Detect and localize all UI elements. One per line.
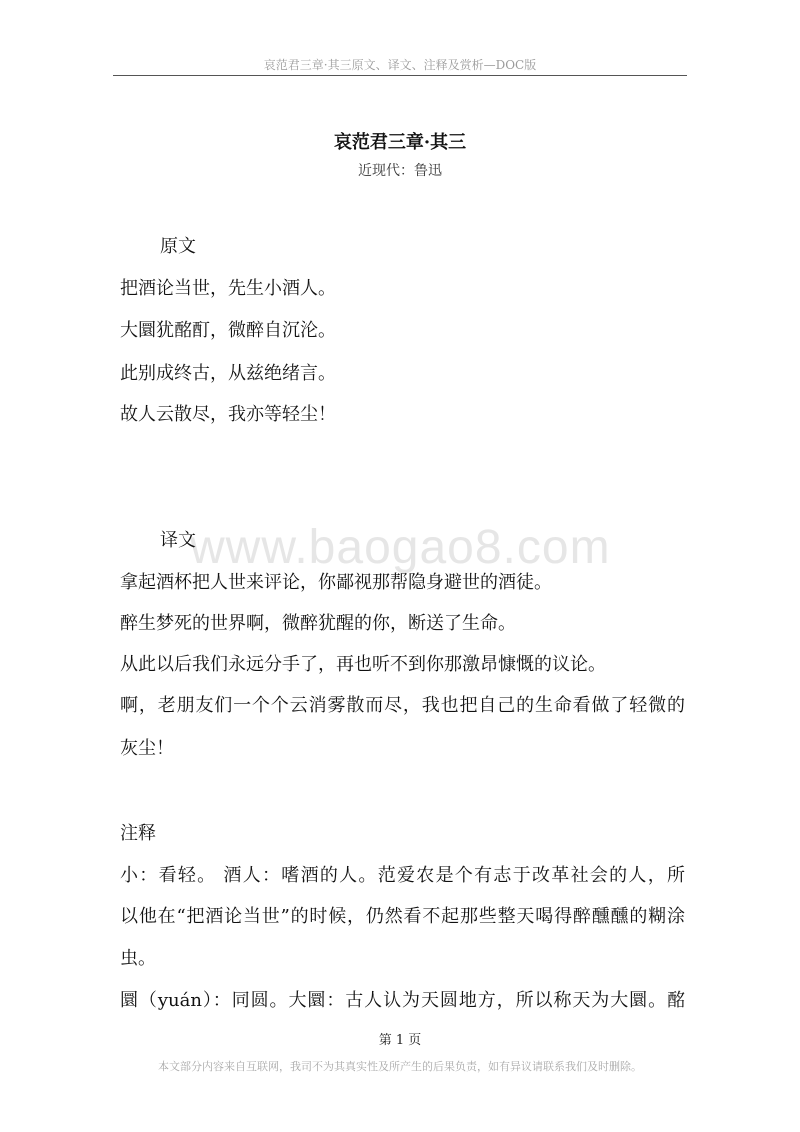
doc-author: 近现代：鲁迅 xyxy=(358,163,442,179)
disclaimer-footer: 本文部分内容来自互联网，我司不为其真实性及所产生的后果负责，如有异议请联系我们及时删除。 xyxy=(158,1060,642,1073)
doc-title: 哀范君三章·其三 xyxy=(333,132,467,153)
original-line: 故人云散尽，我亦等轻尘！ xyxy=(120,404,336,425)
page-number: 第 1 页 xyxy=(378,1033,422,1048)
notes-line: 小：看轻。 酒人：嗜酒的人。范爱农是个有志于改革社会的人，所 xyxy=(120,865,685,886)
notes-line: 以他在“把酒论当世”的时候，仍然看不起那些整天喝得醉醺醺的糊涂 xyxy=(120,906,685,927)
original-line: 此别成终古，从兹绝绪言。 xyxy=(120,363,336,384)
running-header: 哀范君三章·其三原文、译文、注释及赏析—DOC版 xyxy=(263,58,537,72)
watermark: www.baogao8.com xyxy=(190,521,611,574)
translation-line: 拿起酒杯把人世来评论，你鄙视那帮隐身避世的酒徒。 xyxy=(120,572,552,593)
original-line: 把酒论当世，先生小酒人。 xyxy=(120,278,336,299)
translation-line: 从此以后我们永远分手了，再也听不到你那激昂慷慨的议论。 xyxy=(120,654,606,675)
notes-line: 圜（yuán）：同圆。大圜：古人认为天圆地方，所以称天为大圜。酩 xyxy=(120,990,685,1011)
translation-line: 灰尘！ xyxy=(120,738,174,759)
original-heading: 原文 xyxy=(160,236,196,257)
translation-line: 啊，老朋友们一个个云消雾散而尽，我也把自己的生命看做了轻微的 xyxy=(120,695,685,716)
translation-line: 醉生梦死的世界啊，微醉犹醒的你，断送了生命。 xyxy=(120,613,516,634)
notes-heading: 注释 xyxy=(120,823,156,844)
original-line: 大圜犹酩酊，微醉自沉沦。 xyxy=(120,320,336,341)
notes-line: 虫。 xyxy=(120,948,156,969)
translation-heading: 译文 xyxy=(160,530,196,551)
header-divider xyxy=(113,75,687,76)
